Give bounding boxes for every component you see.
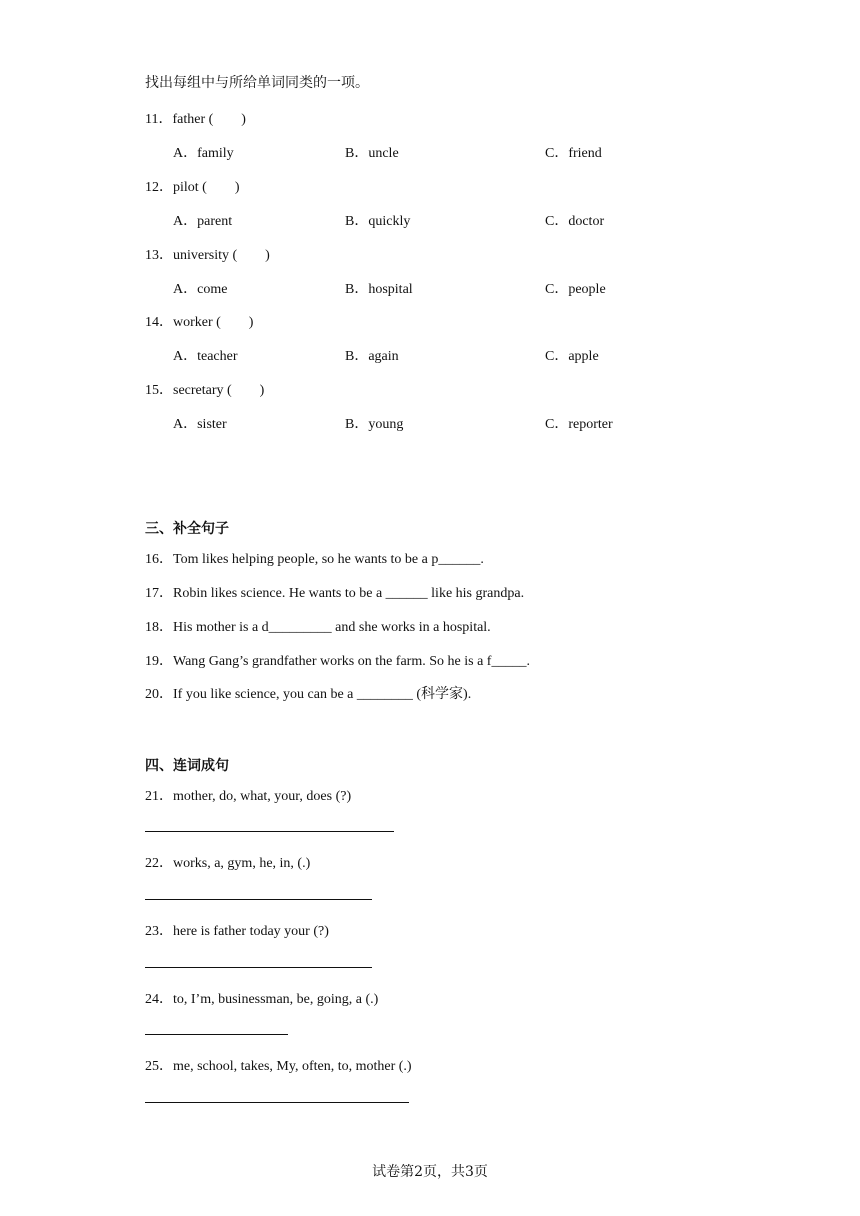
option-b[interactable]: B．young (345, 417, 404, 432)
question-17: 17．Robin likes science. He wants to be a ______ like his grandpa. (145, 586, 525, 601)
option-c[interactable]: C．people (545, 282, 606, 297)
section-title: 三、补全句子 (145, 521, 229, 537)
page-footer: 试卷第2页，共3页 (372, 1164, 488, 1180)
answer-line-21[interactable] (145, 831, 394, 832)
question-19: 19．Wang Gang’s grandfather works on the farm. So he is a f_____. (145, 654, 530, 669)
question-stem: 12．pilot ( ) (145, 180, 240, 195)
option-b[interactable]: B．again (345, 349, 399, 364)
instruction-text: 找出每组中与所给单词同类的一项。 (145, 75, 369, 91)
option-a[interactable]: A．teacher (173, 349, 238, 364)
question-18: 18．His mother is a d_________ and she works in a hospital. (145, 620, 491, 635)
question-23: 23．here is father today your (?) (145, 924, 329, 939)
option-c[interactable]: C．friend (545, 146, 602, 161)
answer-line-23[interactable] (145, 967, 372, 968)
option-b[interactable]: B．quickly (345, 214, 411, 229)
option-b[interactable]: B．hospital (345, 282, 413, 297)
option-a[interactable]: A．family (173, 146, 234, 161)
question-stem: 14．worker ( ) (145, 315, 254, 330)
question-22: 22．works, a, gym, he, in, (.) (145, 856, 311, 871)
question-stem: 15．secretary ( ) (145, 383, 265, 398)
answer-line-25[interactable] (145, 1102, 409, 1103)
option-b[interactable]: B．uncle (345, 146, 399, 161)
question-stem: 13．university ( ) (145, 248, 270, 263)
option-c[interactable]: C．reporter (545, 417, 613, 432)
section-title: 四、连词成句 (145, 758, 229, 774)
question-21: 21．mother, do, what, your, does (?) (145, 789, 352, 804)
question-24: 24．to, I’m, businessman, be, going, a (.) (145, 992, 379, 1007)
option-a[interactable]: A．parent (173, 214, 233, 229)
question-stem: 11．father ( ) (145, 112, 246, 127)
option-c[interactable]: C．apple (545, 349, 599, 364)
question-16: 16．Tom likes helping people, so he wants to be a p______. (145, 552, 484, 567)
answer-line-24[interactable] (145, 1034, 288, 1035)
question-25: 25．me, school, takes, My, often, to, mother (.) (145, 1059, 412, 1074)
option-a[interactable]: A．sister (173, 417, 227, 432)
answer-line-22[interactable] (145, 899, 372, 900)
option-a[interactable]: A．come (173, 282, 228, 297)
option-c[interactable]: C．doctor (545, 214, 605, 229)
question-20: 20．If you like science, you can be a ________ (科学家). (145, 687, 472, 702)
